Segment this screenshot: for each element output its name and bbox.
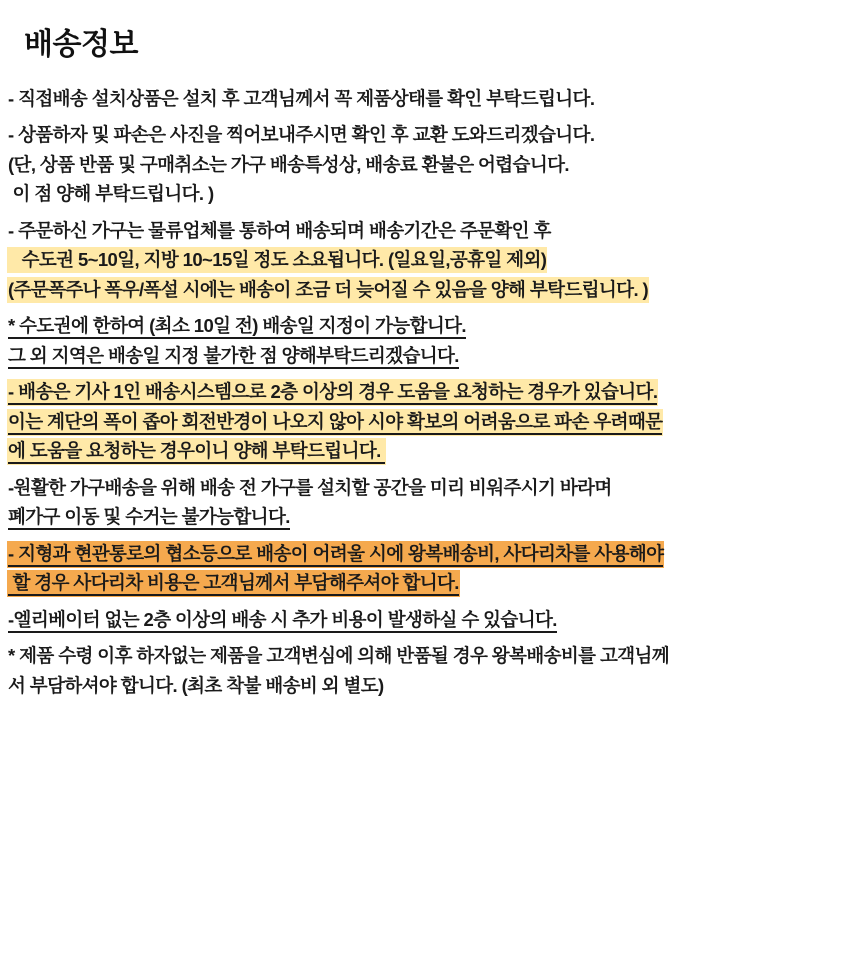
line-text: 수도권 5~10일, 지방 10~15일 정도 소요됩니다. (일요일,공휴일 제외) [8, 249, 547, 270]
text-line [6, 126, 854, 145]
document-body [6, 87, 854, 706]
paragraph-ladder-truck [6, 542, 854, 593]
paragraph-direct-delivery [6, 87, 854, 109]
text-line [6, 608, 854, 630]
paragraph-space-preparation [6, 476, 854, 527]
text-line [6, 476, 854, 498]
text-line [6, 278, 854, 300]
text-line [6, 674, 854, 696]
text-line [6, 410, 854, 432]
delivery-info-document [0, 26, 860, 974]
spacer [6, 64, 854, 90]
line-text: 서 부담하셔야 합니다. (최초 착불 배송비 외 별도) [8, 674, 384, 696]
text-line [6, 251, 854, 270]
line-text: 에 도움을 요청하는 경우이니 양해 부탁드립니다. [8, 439, 385, 464]
line-text: 이 점 양해 부탁드립니다. ) [8, 183, 214, 204]
line-text: 이는 계단의 폭이 좁아 회전반경이 나오지 않아 시야 확보의 어려움으로 파손 우려때문 [8, 410, 662, 435]
line-text: - 지형과 현관통로의 협소등으로 배송이 어려울 시에 왕복배송비, 사다리차를 사용해야 [8, 542, 663, 567]
text-line [6, 87, 854, 109]
line-text: - 상품하자 및 파손은 사진을 찍어보내주시면 확인 후 교환 도와드리겠습니다. [8, 124, 595, 145]
paragraph-defect-exchange [6, 126, 854, 204]
paragraph-delivery-period [6, 219, 854, 300]
text-line [6, 647, 854, 666]
line-text: * 수도권에 한하여 (최소 10일 전) 배송일 지정이 가능합니다. [8, 314, 466, 339]
text-line [6, 344, 854, 366]
line-text: (단, 상품 반품 및 구매취소는 가구 배송특성상, 배송료 환불은 어렵습니다. [8, 153, 569, 175]
paragraph-date-designation [6, 317, 854, 365]
line-text: 폐가구 이동 및 수거는 불가능합니다. [8, 505, 290, 530]
line-text: -원활한 가구배송을 위해 배송 전 가구를 설치할 공간을 미리 비워주시기 바라며 [8, 476, 612, 498]
text-line [6, 542, 854, 564]
line-text: (주문폭주나 폭우/폭설 시에는 배송이 조금 더 늦어질 수 있음을 양해 부탁드립니다. ) [8, 278, 649, 300]
line-text: - 주문하신 가구는 물류업체를 통하여 배송되며 배송기간은 주문확인 후 [8, 219, 551, 241]
text-line [6, 383, 854, 402]
line-text: * 제품 수령 이후 하자없는 제품을 고객변심에 의해 반품될 경우 왕복배송비를 고객님께 [8, 645, 670, 666]
paragraph-no-elevator [6, 608, 854, 630]
text-line [6, 574, 854, 593]
line-text: - 배송은 기사 1인 배송시스템으로 2층 이상의 경우 도움을 요청하는 경우가 있습니다. [8, 380, 657, 405]
line-text: 그 외 지역은 배송일 지정 불가한 점 양해부탁드리겠습니다. [8, 344, 459, 369]
line-text: 할 경우 사다리차 비용은 고객님께서 부담해주셔야 합니다. [8, 571, 459, 596]
text-line [6, 219, 854, 241]
text-line [6, 442, 854, 461]
line-text: -엘리베이터 없는 2층 이상의 배송 시 추가 비용이 발생하실 수 있습니다. [8, 608, 557, 633]
text-line [6, 317, 854, 336]
line-text: - 직접배송 설치상품은 설치 후 고객님께서 꼭 제품상태를 확인 부탁드립니다. [8, 87, 595, 109]
text-line [6, 153, 854, 175]
page-title: 배송정보 [24, 28, 138, 61]
paragraph-return-shipping [6, 647, 854, 695]
text-line [6, 508, 854, 527]
text-line [6, 185, 854, 204]
paragraph-one-person-system [6, 383, 854, 461]
